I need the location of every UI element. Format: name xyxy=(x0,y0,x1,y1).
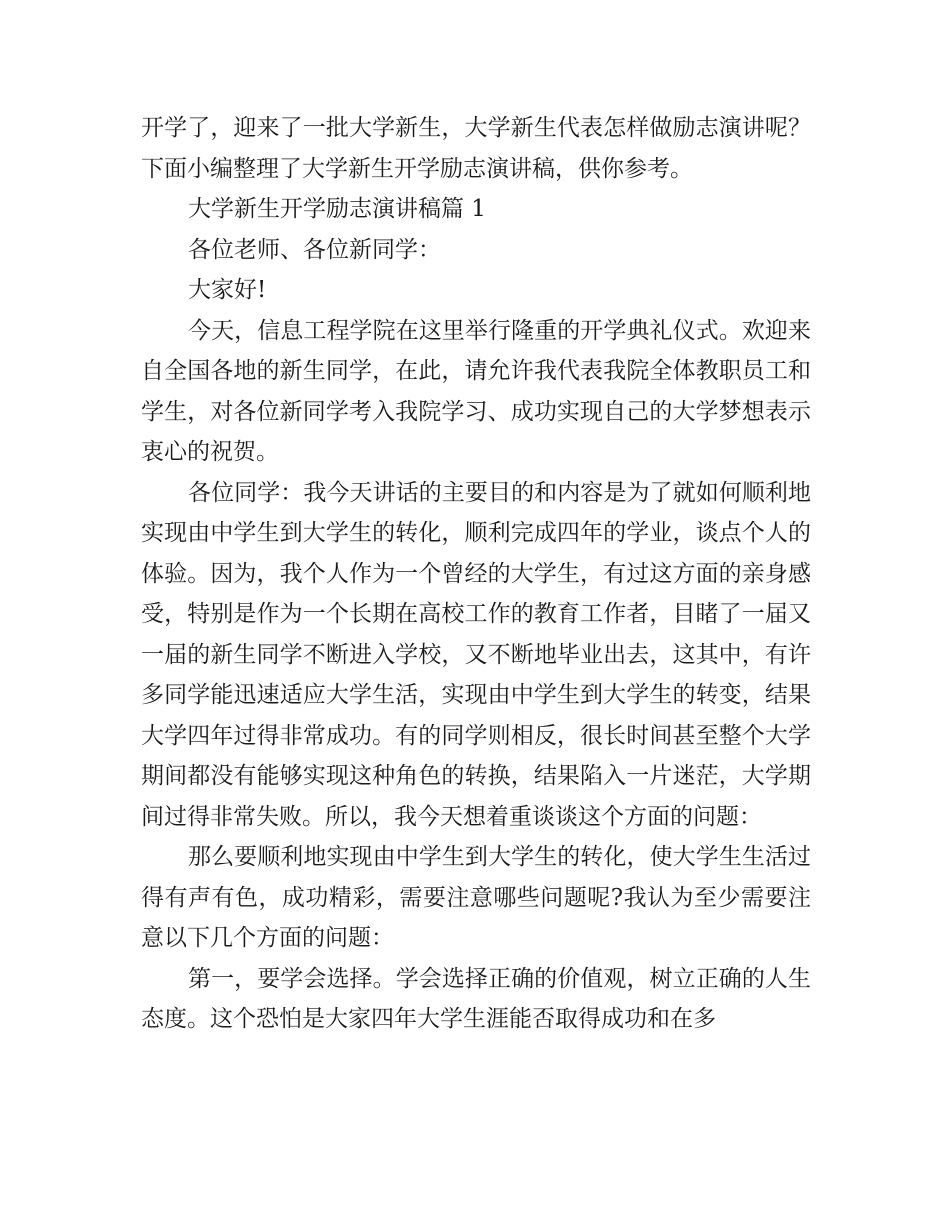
body-paragraph: 各位同学：我今天讲话的主要目的和内容是为了就如何顺利地实现由中学生到大学生的转化，顺利完成四年的学业，谈点个人的体验。因为，我个人作为一个曾经的大学生，有过这方面的亲身感受，特别是作为一个长期在高校工作的教育工作者，目睹了一届又一届的新生同学不断进入学校，又不断地毕业出去，这其中，有许多同学能迅速适应大学生活，实现由中学生到大学生的转变，结果大学四年过得非常成功。有的同学则相反，很长时间甚至整个大学期间都没有能够实现这种角色的转换，结果陷入一片迷茫，大学期间过得非常失败。所以，我今天想着重谈谈这个方面的问题： xyxy=(141,479,811,830)
body-paragraph: 今天，信息工程学院在这里举行隆重的开学典礼仪式。欢迎来自全国各地的新生同学，在此，请允许我代表我院全体教职员工和学生，对各位新同学考入我院学习、成功实现自己的大学梦想表示衷心的祝贺。 xyxy=(141,317,811,465)
document-body xyxy=(141,108,811,1040)
greeting: 大家好! xyxy=(188,277,267,303)
salutation: 各位老师、各位新同学： xyxy=(188,236,441,263)
speech-heading: 大学新生开学励志演讲稿篇 1 xyxy=(188,196,486,222)
body-paragraph: 第一，要学会选择。学会选择正确的价值观，树立正确的人生态度。这个恐怕是大家四年大学生涯能否取得成功和在多 xyxy=(141,965,811,1032)
body-paragraph: 那么要顺利地实现由中学生到大学生的转化，使大学生生活过得有声有色，成功精彩，需要注意哪些问题呢?我认为至少需要注意以下几个方面的问题： xyxy=(141,844,811,951)
intro-paragraph: 开学了，迎来了一批大学新生，大学新生代表怎样做励志演讲呢？下面小编整理了大学新生开学励志演讲稿，供你参考。 xyxy=(141,115,811,182)
